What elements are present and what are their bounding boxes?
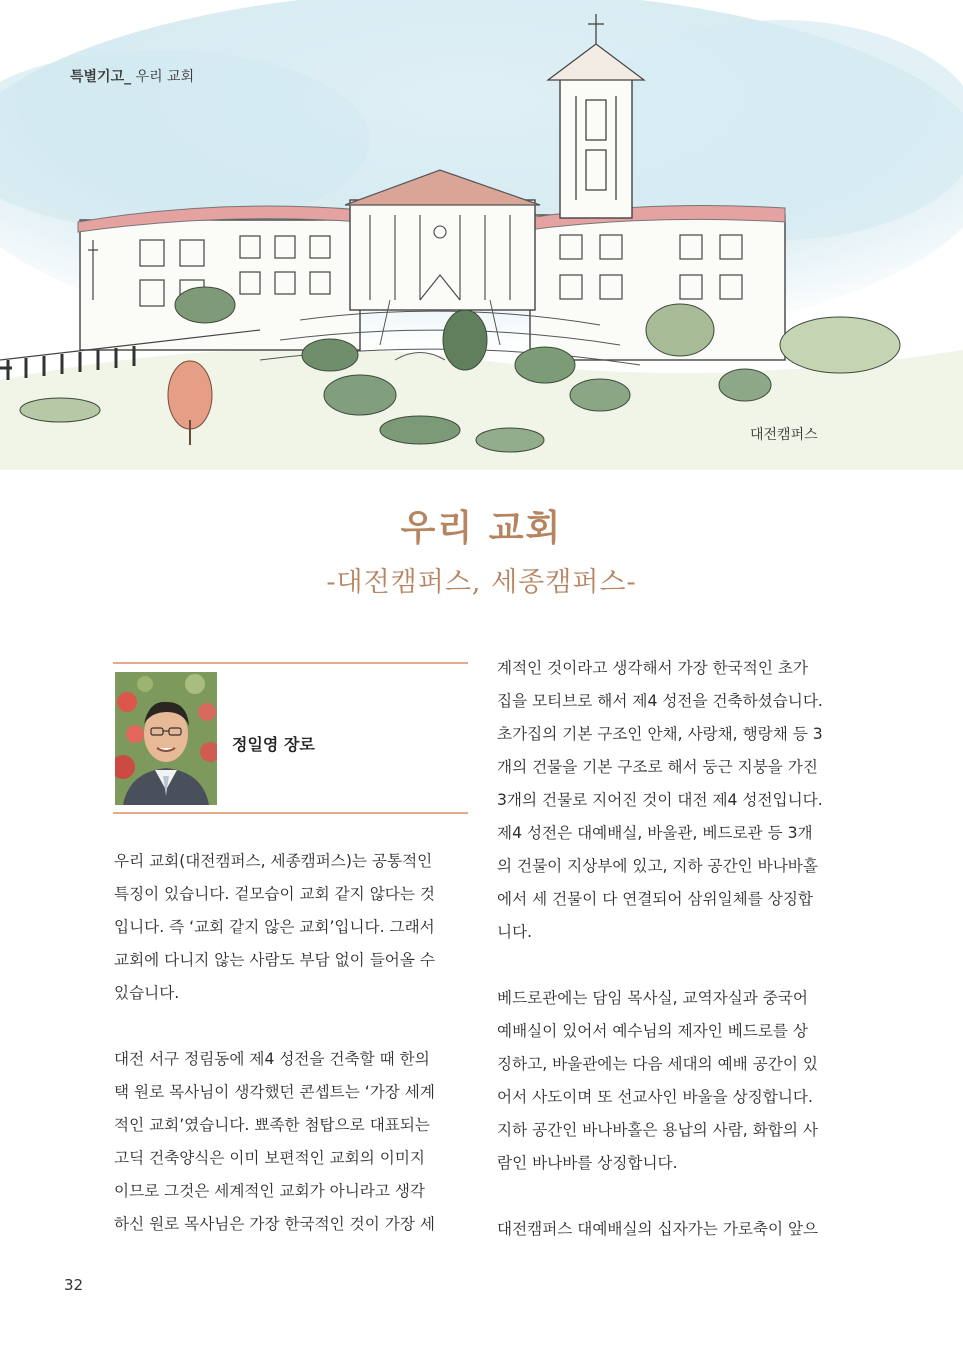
author-portrait-image <box>115 672 217 805</box>
text-line: 우리 교회(대전캠퍼스, 세종캠퍼스)는 공통적인 <box>114 852 433 870</box>
right-paragraph-3 <box>497 1213 855 1246</box>
text-line: 지하 공간인 바나바홀은 용납의 사람, 화합의 사 <box>497 1121 818 1139</box>
section-tag <box>70 66 194 86</box>
text-line: 3개의 건물로 지어진 것이 대전 제4 성전입니다. <box>497 791 823 809</box>
author-top-divider <box>113 662 468 664</box>
left-paragraph-1 <box>114 845 471 1010</box>
text-line: 집을 모티브로 해서 제4 성전을 건축하셨습니다. <box>497 692 823 710</box>
article-title: 우리 교회 <box>400 507 563 549</box>
author-name: 정일영 장로 <box>232 735 315 754</box>
text-line: 예배실이 있어서 예수님의 제자인 베드로를 상 <box>497 1022 808 1040</box>
text-line: 징하고, 바울관에는 다음 세대의 예배 공간이 있 <box>497 1055 818 1073</box>
text-line: 고딕 건축양식은 이미 보편적인 교회의 이미지 <box>114 1149 425 1167</box>
text-line: 하신 원로 목사님은 가장 한국적인 것이 가장 세 <box>114 1215 435 1233</box>
text-line: 의 건물이 지상부에 있고, 지하 공간인 바나바홀 <box>497 857 818 875</box>
left-paragraph-2 <box>114 1043 471 1241</box>
author-photo <box>115 672 217 805</box>
text-line: 제4 성전은 대예배실, 바울관, 베드로관 등 3개 <box>497 824 813 842</box>
right-column <box>497 652 855 1246</box>
text-line: 교회에 다니지 않는 사람도 부담 없이 들어올 수 <box>114 951 435 969</box>
paragraph-gap <box>114 1010 471 1043</box>
text-line: 람인 바나바를 상징합니다. <box>497 1154 678 1172</box>
text-line: 적인 교회’였습니다. 뾰족한 첨탑으로 대표되는 <box>114 1116 430 1134</box>
text-line: 어서 사도이며 또 선교사인 바울을 상징합니다. <box>497 1088 813 1106</box>
text-line: 대전 서구 정림동에 제4 성전을 건축할 때 한의 <box>114 1050 430 1068</box>
text-line: 개의 건물을 기본 구조로 해서 둥근 지붕을 가진 <box>497 758 818 776</box>
illustration-caption: 대전캠퍼스 <box>750 427 818 443</box>
text-line: 베드로관에는 담임 목사실, 교역자실과 중국어 <box>497 989 808 1007</box>
text-line: 에서 세 건물이 다 연결되어 삼위일체를 상징합 <box>497 890 813 908</box>
author-bottom-divider <box>113 812 468 814</box>
text-line: 대전캠퍼스 대예배실의 십자가는 가로축이 앞으 <box>497 1220 819 1238</box>
text-line: 있습니다. <box>114 984 180 1002</box>
paragraph-gap <box>497 949 855 982</box>
right-paragraph-2 <box>497 982 855 1180</box>
text-line: 특징이 있습니다. 겉모습이 교회 같지 않다는 것 <box>114 885 435 903</box>
text-line: 계적인 것이라고 생각해서 가장 한국적인 초가 <box>497 659 808 677</box>
text-line: 초가집의 기본 구조인 안채, 사랑채, 행랑채 등 3 <box>497 725 823 743</box>
right-paragraph-1 <box>497 652 855 949</box>
section-tag-category: 특별기고_ <box>70 69 132 85</box>
article-subtitle: -대전캠퍼스, 세종캠퍼스- <box>326 567 637 598</box>
text-line: 택 원로 목사님이 생각했던 콘셉트는 ‘가장 세계 <box>114 1083 435 1101</box>
text-line: 입니다. 즉 ‘교회 같지 않은 교회’입니다. 그래서 <box>114 918 435 936</box>
paragraph-gap <box>497 1180 855 1213</box>
text-line: 이므로 그것은 세계적인 교회가 아니라고 생각 <box>114 1182 425 1200</box>
left-column <box>114 845 471 1241</box>
page-number: 32 <box>64 1276 84 1294</box>
section-tag-topic: 우리 교회 <box>131 69 195 85</box>
text-line: 니다. <box>497 923 533 941</box>
